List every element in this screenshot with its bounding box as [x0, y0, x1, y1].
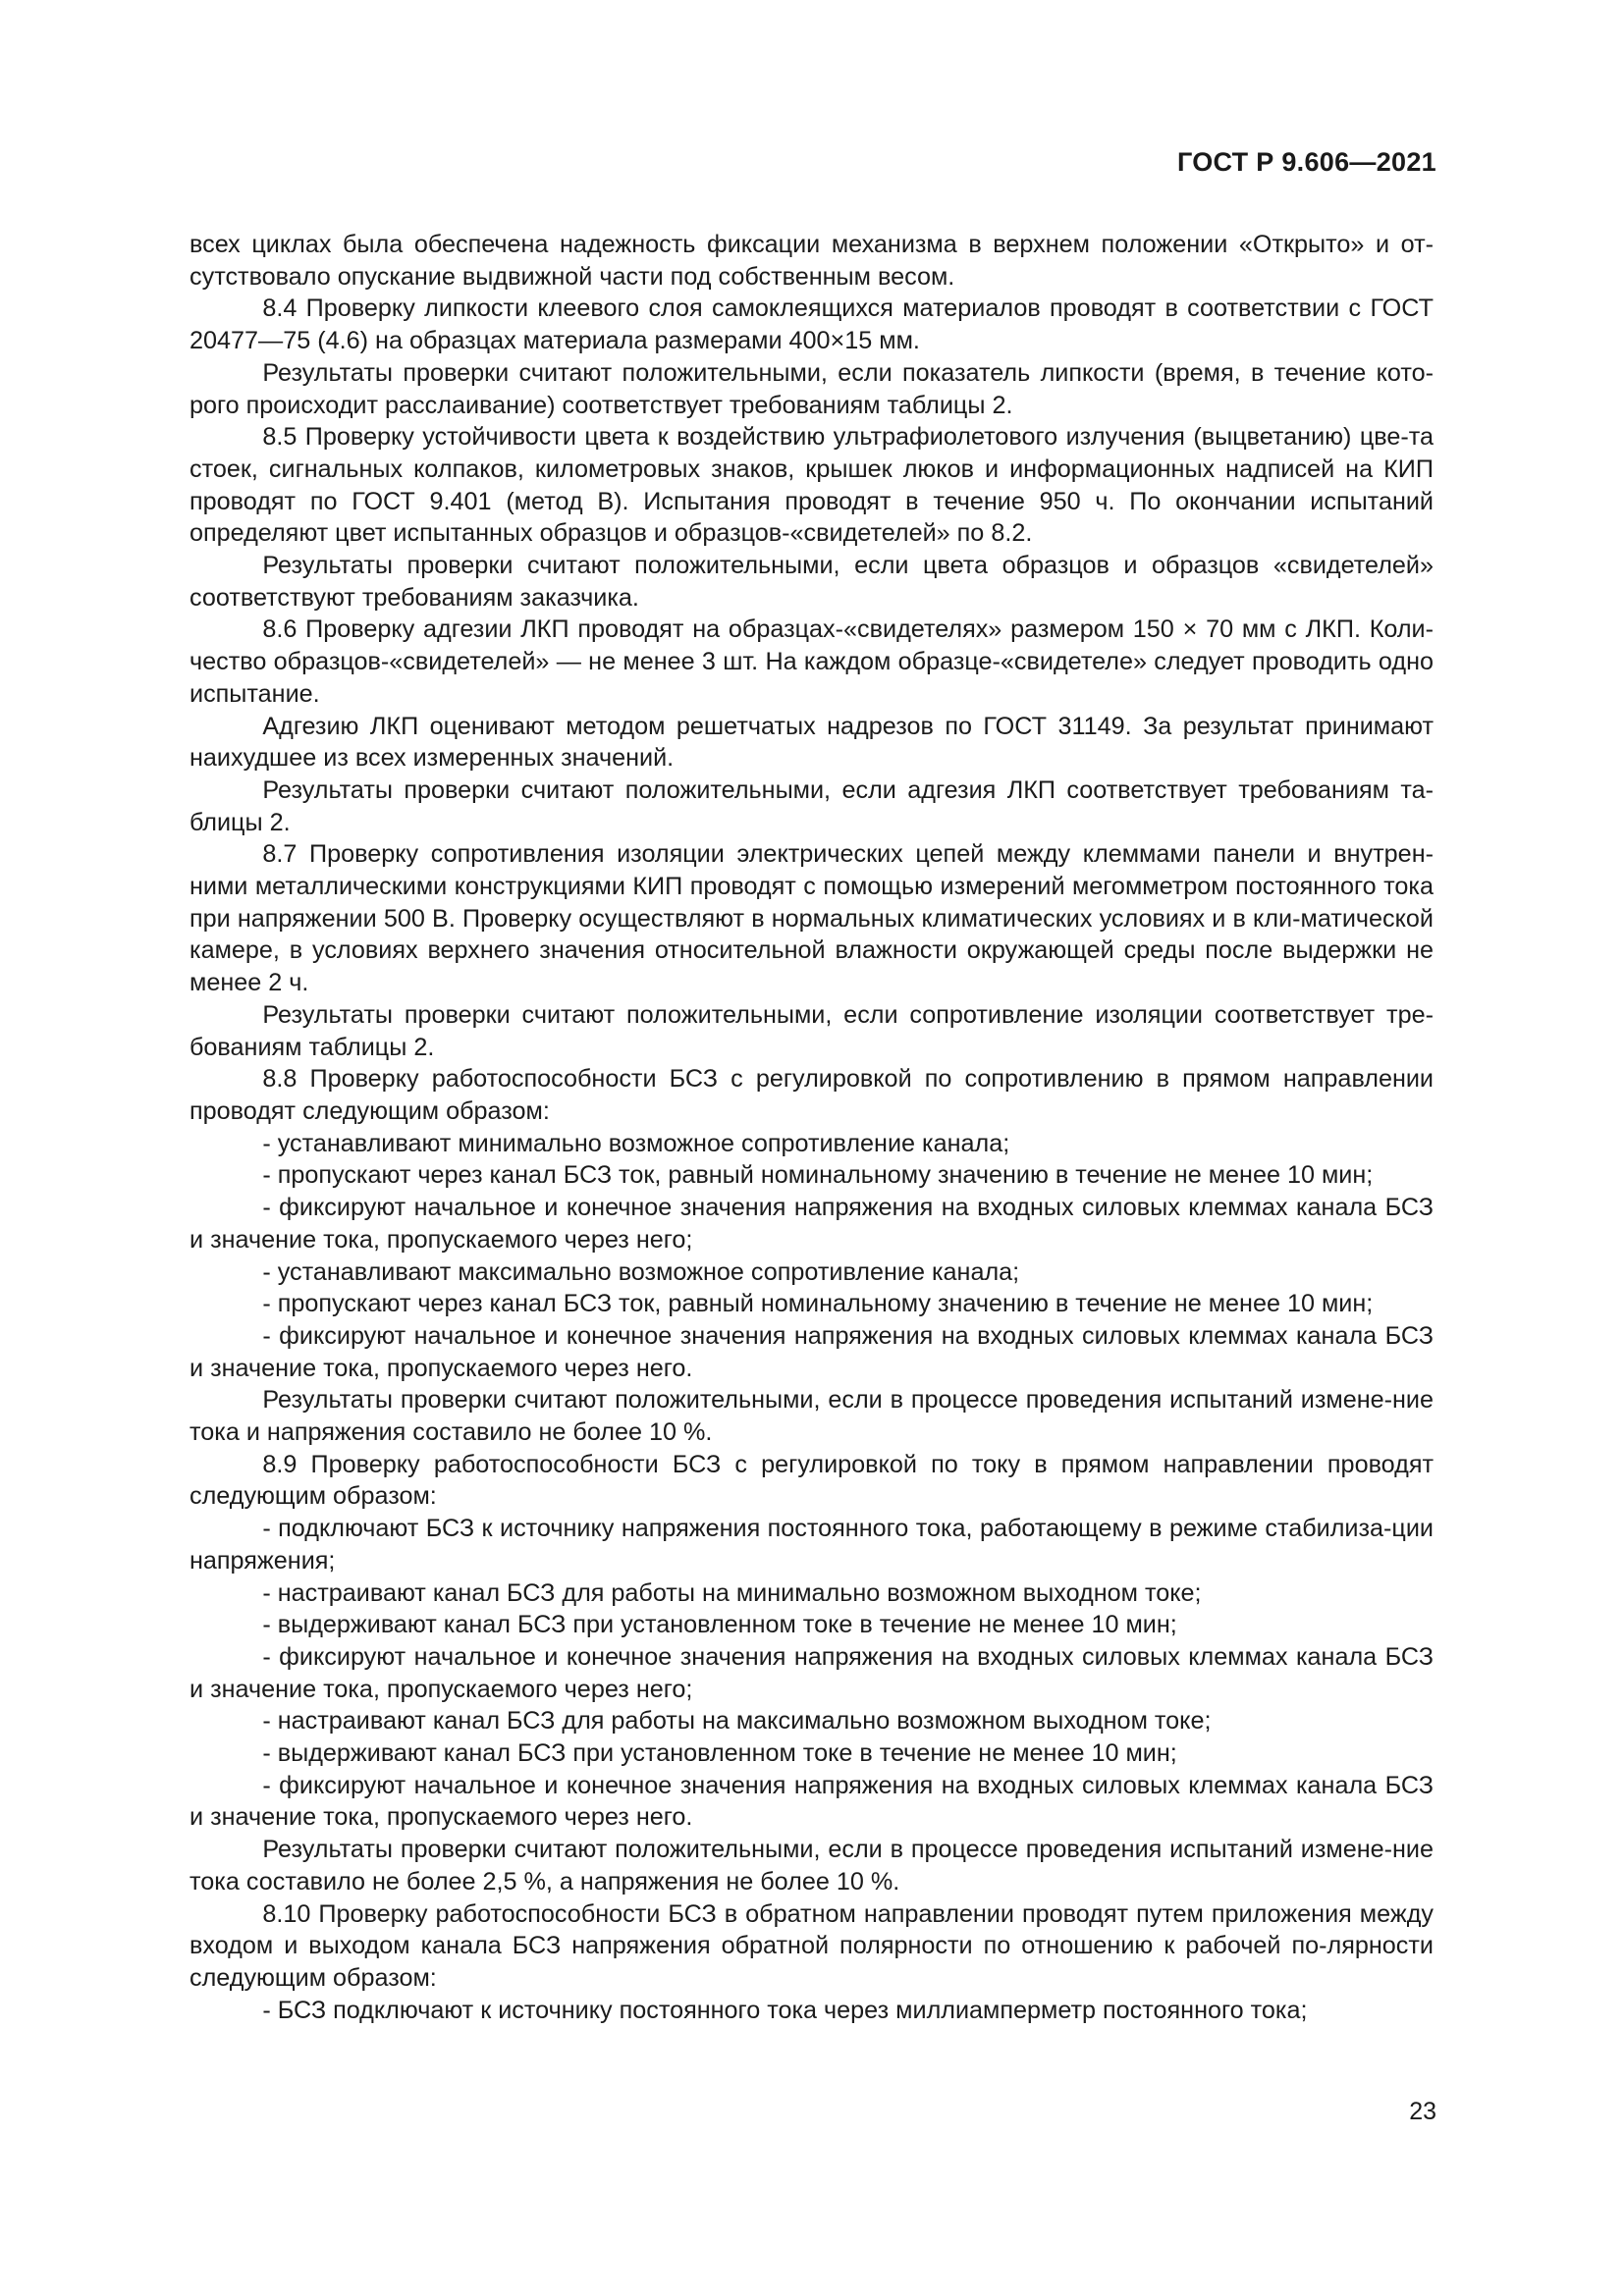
paragraph: Результаты проверки считают положительными, если цвета образцов и образцов «свидетелей» соответствуют требованиям заказчика.	[189, 552, 1434, 612]
list-item: - фиксируют начальное и конечное значения напряжения на входных силовых клеммах канала БСЗ и значение тока, пропускаемого через него.	[189, 1771, 1434, 1832]
paragraph: Результаты проверки считают положительными, если в процессе проведения испытаний измене-ние тока составило не более 2,5 %, а напряжения не более 10 %.	[189, 1836, 1434, 1896]
paragraph: Результаты проверки считают положительными, если в процессе проведения испытаний измене-ние тока и напряжения составило не более 10 %.	[189, 1386, 1434, 1447]
paragraph: 8.8 Проверку работоспособности БСЗ с регулировкой по сопротивлению в прямом направлении проводят следующим образом:	[189, 1065, 1434, 1125]
paragraph: Результаты проверки считают положительными, если показатель липкости (время, в течение кото-рого происходит расслаивание) соответствует требованиям таблицы 2.	[189, 358, 1434, 419]
list-item: - фиксируют начальное и конечное значения напряжения на входных силовых клеммах канала БСЗ и значение тока, пропускаемого через него.	[189, 1321, 1434, 1382]
paragraph: всех циклах была обеспечена надежность фиксации механизма в верхнем положении «Открыто» и от-сутствовало опускание выдвижной части под собственным весом.	[189, 231, 1434, 291]
list-item: - настраивают канал БСЗ для работы на максимально возможном выходном токе;	[262, 1707, 1212, 1735]
paragraph: Результаты проверки считают положительными, если сопротивление изоляции соответствует тре-бованиям таблицы 2.	[189, 1000, 1434, 1061]
paragraph: 8.6 Проверку адгезии ЛКП проводят на образцах-«свидетелях» размером 150 × 70 мм с ЛКП. Коли-чество образцов-«свидетелей» — не менее 3 шт. На каждом образце-«свидетеле» следует проводить одно испытание.	[189, 615, 1434, 708]
paragraph: Адгезию ЛКП оценивают методом решетчатых надрезов по ГОСТ 31149. За результат принимают наихудшее из всех измеренных значений.	[189, 712, 1434, 773]
list-item: - БСЗ подключают к источнику постоянного тока через миллиамперметр постоянного тока;	[262, 1996, 1308, 2024]
list-item: - подключают БСЗ к источнику напряжения постоянного тока, работающему в режиме стабилиза-ции напряжения;	[189, 1515, 1434, 1575]
list-item: - фиксируют начальное и конечное значения напряжения на входных силовых клеммах канала БСЗ и значение тока, пропускаемого через него;	[189, 1194, 1434, 1254]
paragraph: 8.9 Проверку работоспособности БСЗ с регулировкой по току в прямом направлении проводят следующим образом:	[189, 1450, 1434, 1511]
document-body	[189, 229, 1434, 2026]
document-code-header: ГОСТ Р 9.606—2021	[1176, 147, 1436, 177]
list-item: - выдерживают канал БСЗ при установленном токе в течение не менее 10 мин;	[262, 1739, 1177, 1768]
paragraph: Результаты проверки считают положительными, если адгезия ЛКП соответствует требованиям та-блицы 2.	[189, 775, 1434, 836]
list-item: - настраивают канал БСЗ для работы на минимально возможном выходном токе;	[262, 1578, 1202, 1607]
page-number: 23	[1409, 2098, 1436, 2125]
list-item: - устанавливают минимально возможное сопротивление канала;	[262, 1129, 1010, 1157]
list-item: - выдерживают канал БСЗ при установленном токе в течение не менее 10 мин;	[262, 1611, 1177, 1639]
paragraph: 8.4 Проверку липкости клеевого слоя самоклеящихся материалов проводят в соответствии с ГОСТ 20477—75 (4.6) на образцах материала размерами 400×15 мм.	[189, 294, 1434, 355]
paragraph: 8.7 Проверку сопротивления изоляции электрических цепей между клеммами панели и внутрен-ними металлическими конструкциями КИП проводят с помощью измерений мегомметром постоянного тока при напряжении 500 В. Проверку осуществляют в нормальных климатических условиях и в кли-матической камере, в условиях верхнего значения относительной влажности окружающей среды после выдержки не менее 2 ч.	[189, 840, 1434, 997]
paragraph: 8.10 Проверку работоспособности БСЗ в обратном направлении проводят путем приложения между входом и выходом канала БСЗ напряжения обратной полярности по отношению к рабочей по-лярности следующим образом:	[189, 1899, 1434, 1992]
list-item: - пропускают через канал БСЗ ток, равный номинальному значению в течение не менее 10 мин;	[262, 1161, 1374, 1190]
paragraph: 8.5 Проверку устойчивости цвета к воздействию ультрафиолетового излучения (выцветанию) цве-та стоек, сигнальных колпаков, километровых знаков, крышек люков и информационных надписей на КИП проводят по ГОСТ 9.401 (метод В). Испытания проводят в течение 950 ч. По окончании испытаний определяют цвет испытанных образцов и образцов-«свидетелей» по 8.2.	[189, 423, 1434, 548]
list-item: - фиксируют начальное и конечное значения напряжения на входных силовых клеммах канала БСЗ и значение тока, пропускаемого через него;	[189, 1642, 1434, 1703]
list-item: - устанавливают максимально возможное сопротивление канала;	[262, 1257, 1020, 1286]
list-item: - пропускают через канал БСЗ ток, равный номинальному значению в течение не менее 10 мин;	[262, 1290, 1374, 1318]
